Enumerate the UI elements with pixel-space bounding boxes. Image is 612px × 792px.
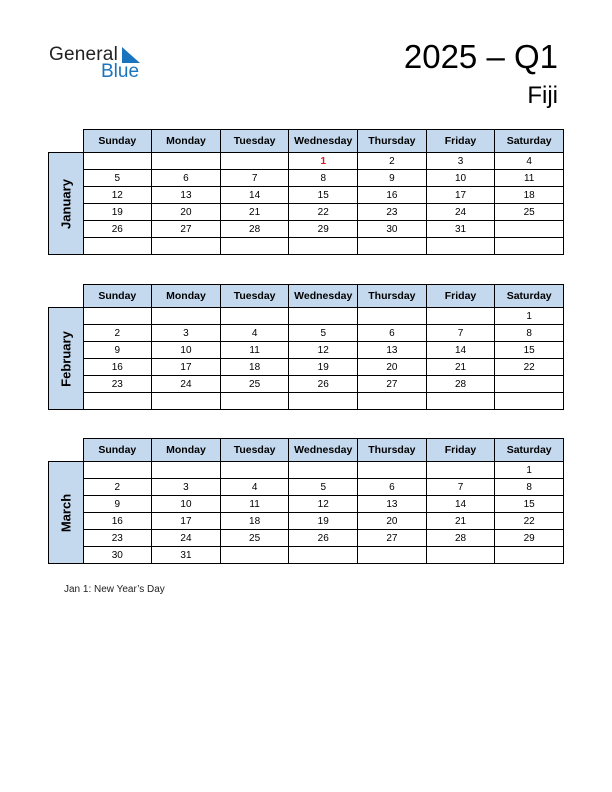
calendar-table <box>48 284 564 410</box>
day-cell: 2 <box>83 479 152 496</box>
weekday-header-tuesday: Tuesday <box>220 439 289 462</box>
day-cell: 26 <box>83 221 152 238</box>
week-row <box>49 393 564 410</box>
day-cell: 20 <box>358 359 427 376</box>
day-cell: 15 <box>289 187 358 204</box>
day-cell: 14 <box>426 496 495 513</box>
day-cell: 3 <box>152 479 221 496</box>
day-cell: 13 <box>152 187 221 204</box>
day-cell: 25 <box>495 204 564 221</box>
day-cell: 23 <box>83 530 152 547</box>
month-calendar-january <box>48 129 564 255</box>
day-cell <box>220 238 289 255</box>
day-cell: 4 <box>220 479 289 496</box>
week-row <box>49 204 564 221</box>
day-cell: 25 <box>220 530 289 547</box>
day-cell: 26 <box>289 376 358 393</box>
day-cell: 22 <box>289 204 358 221</box>
day-cell: 10 <box>152 342 221 359</box>
day-cell: 23 <box>358 204 427 221</box>
day-cell <box>83 462 152 479</box>
day-cell: 11 <box>495 170 564 187</box>
day-cell <box>426 547 495 564</box>
weekday-header-saturday: Saturday <box>495 285 564 308</box>
day-cell: 17 <box>152 359 221 376</box>
day-cell: 23 <box>83 376 152 393</box>
day-cell: 28 <box>426 376 495 393</box>
day-cell <box>220 153 289 170</box>
day-cell: 12 <box>289 496 358 513</box>
weekday-header-tuesday: Tuesday <box>220 285 289 308</box>
day-cell: 19 <box>289 513 358 530</box>
day-cell: 14 <box>426 342 495 359</box>
day-cell: 5 <box>289 325 358 342</box>
day-cell <box>289 238 358 255</box>
day-cell: 17 <box>426 187 495 204</box>
weekday-header-thursday: Thursday <box>358 130 427 153</box>
day-cell <box>495 238 564 255</box>
day-cell: 10 <box>426 170 495 187</box>
day-cell: 27 <box>152 221 221 238</box>
day-cell: 15 <box>495 342 564 359</box>
weekday-header-sunday: Sunday <box>83 439 152 462</box>
month-side-cell <box>49 308 84 410</box>
day-cell: 27 <box>358 530 427 547</box>
day-cell: 11 <box>220 496 289 513</box>
day-cell: 7 <box>426 325 495 342</box>
day-cell: 28 <box>220 221 289 238</box>
week-row <box>49 238 564 255</box>
day-cell: 2 <box>83 325 152 342</box>
week-row <box>49 496 564 513</box>
day-cell <box>495 376 564 393</box>
weekday-header-saturday: Saturday <box>495 439 564 462</box>
day-cell <box>289 462 358 479</box>
day-cell <box>152 308 221 325</box>
day-cell: 22 <box>495 359 564 376</box>
header-corner <box>49 285 84 308</box>
calendar-table <box>48 438 564 564</box>
day-cell <box>358 393 427 410</box>
week-row <box>49 153 564 170</box>
month-side-cell <box>49 462 84 564</box>
day-cell <box>289 308 358 325</box>
day-cell: 18 <box>220 513 289 530</box>
day-cell: 13 <box>358 496 427 513</box>
weekday-header-wednesday: Wednesday <box>289 439 358 462</box>
weekday-header-friday: Friday <box>426 130 495 153</box>
day-cell: 7 <box>220 170 289 187</box>
week-row <box>49 547 564 564</box>
day-cell <box>358 238 427 255</box>
day-cell <box>152 393 221 410</box>
day-cell: 9 <box>83 496 152 513</box>
month-calendar-march <box>48 438 564 564</box>
month-calendar-february <box>48 284 564 410</box>
day-cell <box>426 238 495 255</box>
logo-general-text: General <box>49 44 118 65</box>
weekday-header-saturday: Saturday <box>495 130 564 153</box>
day-cell: 18 <box>495 187 564 204</box>
day-cell: 16 <box>83 359 152 376</box>
month-name: January <box>58 178 74 229</box>
weekday-header-wednesday: Wednesday <box>289 285 358 308</box>
holiday-day-cell: 1 <box>289 153 358 170</box>
day-cell: 22 <box>495 513 564 530</box>
day-cell: 8 <box>289 170 358 187</box>
generalblue-logo <box>49 44 159 84</box>
day-cell: 15 <box>495 496 564 513</box>
day-cell: 24 <box>152 530 221 547</box>
day-cell: 28 <box>426 530 495 547</box>
day-cell: 20 <box>152 204 221 221</box>
day-cell <box>220 308 289 325</box>
day-cell: 29 <box>495 530 564 547</box>
day-cell: 24 <box>152 376 221 393</box>
day-cell: 19 <box>83 204 152 221</box>
day-cell: 21 <box>426 359 495 376</box>
day-cell: 16 <box>358 187 427 204</box>
day-cell: 4 <box>495 153 564 170</box>
day-cell <box>220 393 289 410</box>
weekday-header-thursday: Thursday <box>358 439 427 462</box>
day-cell: 30 <box>83 547 152 564</box>
country-name: Fiji <box>527 82 558 109</box>
day-cell: 3 <box>152 325 221 342</box>
day-cell <box>358 547 427 564</box>
day-cell: 25 <box>220 376 289 393</box>
day-cell <box>495 393 564 410</box>
day-cell: 12 <box>83 187 152 204</box>
day-cell <box>289 393 358 410</box>
day-cell: 21 <box>426 513 495 530</box>
day-cell <box>83 308 152 325</box>
day-cell <box>152 238 221 255</box>
day-cell <box>426 308 495 325</box>
day-cell: 5 <box>83 170 152 187</box>
day-cell: 2 <box>358 153 427 170</box>
day-cell: 1 <box>495 462 564 479</box>
weekday-header-row <box>49 285 564 308</box>
week-row <box>49 376 564 393</box>
day-cell: 14 <box>220 187 289 204</box>
day-cell: 19 <box>289 359 358 376</box>
day-cell <box>83 153 152 170</box>
day-cell: 26 <box>289 530 358 547</box>
day-cell: 17 <box>152 513 221 530</box>
day-cell: 7 <box>426 479 495 496</box>
week-row <box>49 221 564 238</box>
day-cell: 8 <box>495 479 564 496</box>
day-cell: 6 <box>358 479 427 496</box>
day-cell <box>495 221 564 238</box>
weekday-header-row <box>49 130 564 153</box>
week-row <box>49 462 564 479</box>
week-row <box>49 325 564 342</box>
week-row <box>49 530 564 547</box>
day-cell: 8 <box>495 325 564 342</box>
day-cell: 16 <box>83 513 152 530</box>
week-row <box>49 479 564 496</box>
weekday-header-friday: Friday <box>426 285 495 308</box>
day-cell: 29 <box>289 221 358 238</box>
day-cell: 6 <box>358 325 427 342</box>
day-cell: 11 <box>220 342 289 359</box>
weekday-header-sunday: Sunday <box>83 130 152 153</box>
calendar-table <box>48 129 564 255</box>
week-row <box>49 187 564 204</box>
day-cell <box>83 393 152 410</box>
day-cell <box>358 308 427 325</box>
header-corner <box>49 439 84 462</box>
day-cell <box>83 238 152 255</box>
day-cell <box>220 462 289 479</box>
day-cell: 13 <box>358 342 427 359</box>
day-cell: 3 <box>426 153 495 170</box>
day-cell: 21 <box>220 204 289 221</box>
day-cell <box>495 547 564 564</box>
day-cell: 27 <box>358 376 427 393</box>
day-cell: 6 <box>152 170 221 187</box>
day-cell: 20 <box>358 513 427 530</box>
weekday-header-monday: Monday <box>152 130 221 153</box>
weekday-header-monday: Monday <box>152 285 221 308</box>
day-cell <box>358 462 427 479</box>
day-cell: 31 <box>152 547 221 564</box>
week-row <box>49 170 564 187</box>
day-cell: 1 <box>495 308 564 325</box>
week-row <box>49 513 564 530</box>
day-cell: 31 <box>426 221 495 238</box>
day-cell: 9 <box>83 342 152 359</box>
month-name: March <box>58 493 74 532</box>
week-row <box>49 359 564 376</box>
week-row <box>49 342 564 359</box>
weekday-header-sunday: Sunday <box>83 285 152 308</box>
day-cell <box>220 547 289 564</box>
day-cell <box>152 153 221 170</box>
day-cell: 24 <box>426 204 495 221</box>
day-cell: 18 <box>220 359 289 376</box>
day-cell: 10 <box>152 496 221 513</box>
holiday-note: Jan 1: New Year’s Day <box>64 584 165 595</box>
day-cell <box>289 547 358 564</box>
weekday-header-row <box>49 439 564 462</box>
day-cell: 4 <box>220 325 289 342</box>
weekday-header-friday: Friday <box>426 439 495 462</box>
week-row <box>49 308 564 325</box>
weekday-header-thursday: Thursday <box>358 285 427 308</box>
weekday-header-wednesday: Wednesday <box>289 130 358 153</box>
page-title: 2025 – Q1 <box>403 38 558 75</box>
day-cell: 9 <box>358 170 427 187</box>
logo-blue-text: Blue <box>101 61 140 82</box>
header-corner <box>49 130 84 153</box>
day-cell <box>426 462 495 479</box>
weekday-header-monday: Monday <box>152 439 221 462</box>
day-cell <box>152 462 221 479</box>
day-cell: 30 <box>358 221 427 238</box>
month-side-cell <box>49 153 84 255</box>
day-cell: 12 <box>289 342 358 359</box>
weekday-header-tuesday: Tuesday <box>220 130 289 153</box>
day-cell: 5 <box>289 479 358 496</box>
month-name: February <box>58 330 74 387</box>
day-cell <box>426 393 495 410</box>
